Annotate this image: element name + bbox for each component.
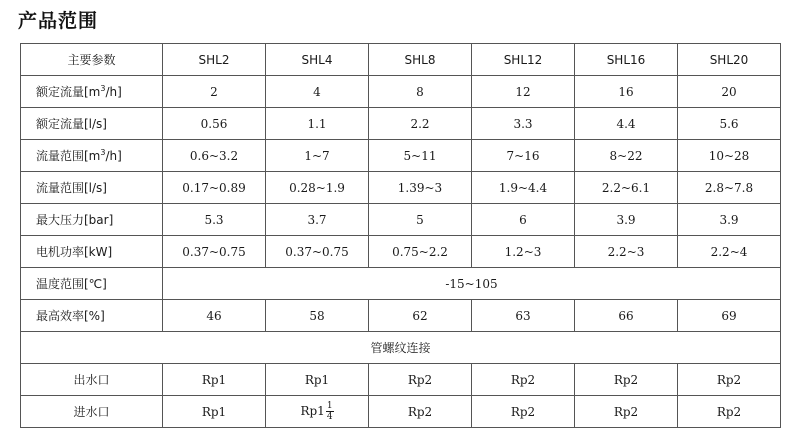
table-cell: 2.2: [369, 108, 472, 140]
table-cell: 2.2~6.1: [575, 172, 678, 204]
table-row: [21, 300, 781, 332]
row-label: 最高效率[%]: [21, 300, 163, 332]
table-cell: 4: [266, 76, 369, 108]
inlet-label: 进水口: [21, 396, 163, 428]
table-cell: 58: [266, 300, 369, 332]
table-cell: 0.17~0.89: [163, 172, 266, 204]
cell-text: Rp2: [716, 404, 742, 419]
table-cell: 5~11: [369, 140, 472, 172]
model-header: SHL2: [163, 44, 266, 76]
connection-header: 管螺纹连接: [21, 332, 781, 364]
table-cell: 1.2~3: [472, 236, 575, 268]
table-cell: 2.8~7.8: [678, 172, 781, 204]
table-cell: Rp2: [575, 364, 678, 396]
table-cell: 10~28: [678, 140, 781, 172]
table-cell: 16: [575, 76, 678, 108]
table-cell: 0.28~1.9: [266, 172, 369, 204]
table-cell: 1.1: [266, 108, 369, 140]
table-cell: 1~7: [266, 140, 369, 172]
table-cell: 5.3: [163, 204, 266, 236]
table-cell: 8: [369, 76, 472, 108]
table-cell: 63: [472, 300, 575, 332]
model-header: SHL8: [369, 44, 472, 76]
table-cell: [678, 396, 781, 428]
table-cell: 7~16: [472, 140, 575, 172]
table-cell: 2.2~3: [575, 236, 678, 268]
row-label: [21, 140, 163, 172]
table-cell: 1.39~3: [369, 172, 472, 204]
header-row: [21, 44, 781, 76]
inlet-row: [21, 396, 781, 428]
row-label-superscript: 3: [100, 148, 106, 157]
row-label: 流量范围[l/s]: [21, 172, 163, 204]
fraction-numerator: 1: [326, 401, 333, 411]
table-row: [21, 236, 781, 268]
table-cell: 2: [163, 76, 266, 108]
cell-text: Rp2: [510, 404, 536, 419]
table-cell: [472, 396, 575, 428]
model-header: SHL4: [266, 44, 369, 76]
table-cell: Rp1: [266, 364, 369, 396]
model-header: SHL16: [575, 44, 678, 76]
table-row: [21, 108, 781, 140]
header-label: 主要参数: [21, 44, 163, 76]
table-cell: 3.9: [678, 204, 781, 236]
row-label: 最大压力[bar]: [21, 204, 163, 236]
table-cell: 62: [369, 300, 472, 332]
cell-text: Rp2: [613, 404, 639, 419]
table-cell: 69: [678, 300, 781, 332]
cell-text: Rp2: [407, 404, 433, 419]
table-cell: [266, 396, 369, 428]
table-cell: 2.2~4: [678, 236, 781, 268]
product-range-table: [20, 43, 781, 428]
connection-header-row: [21, 332, 781, 364]
table-row: [21, 268, 781, 300]
table-cell: 3.7: [266, 204, 369, 236]
table-cell: 5.6: [678, 108, 781, 140]
table-row: [21, 76, 781, 108]
table-cell: 8~22: [575, 140, 678, 172]
table-cell: 5: [369, 204, 472, 236]
table-row: [21, 172, 781, 204]
row-label-superscript: 3: [100, 84, 106, 93]
table-cell: 0.56: [163, 108, 266, 140]
table-cell: 0.75~2.2: [369, 236, 472, 268]
table-cell: Rp2: [472, 364, 575, 396]
table-cell: 6: [472, 204, 575, 236]
table-cell: 12: [472, 76, 575, 108]
row-label: 温度范围[℃]: [21, 268, 163, 300]
table-cell: -15~105: [163, 268, 781, 300]
row-label: [21, 76, 163, 108]
table-cell: [575, 396, 678, 428]
fraction: [326, 401, 334, 422]
row-label: 额定流量[l/s]: [21, 108, 163, 140]
row-label-text: /h]: [105, 85, 122, 99]
model-header: SHL12: [472, 44, 575, 76]
table-cell: 46: [163, 300, 266, 332]
row-label-text: /h]: [105, 149, 122, 163]
table-cell: [163, 396, 266, 428]
table-cell: 3.9: [575, 204, 678, 236]
table-cell: [369, 396, 472, 428]
table-row: [21, 140, 781, 172]
table-cell: 4.4: [575, 108, 678, 140]
table-cell: 0.37~0.75: [163, 236, 266, 268]
row-label: 电机功率[kW]: [21, 236, 163, 268]
table-cell: Rp2: [678, 364, 781, 396]
table-cell: 66: [575, 300, 678, 332]
fraction-denominator: 4: [326, 412, 333, 422]
cell-text: Rp1: [201, 404, 227, 419]
outlet-label: 出水口: [21, 364, 163, 396]
page-title: 产品范围: [18, 10, 99, 32]
model-header: SHL20: [678, 44, 781, 76]
cell-text: Rp1: [300, 404, 325, 418]
table-cell: Rp1: [163, 364, 266, 396]
table-cell: 0.37~0.75: [266, 236, 369, 268]
outlet-row: [21, 364, 781, 396]
table-row: [21, 204, 781, 236]
table-cell: 0.6~3.2: [163, 140, 266, 172]
row-label-text: 额定流量[m: [36, 85, 101, 99]
table-cell: 1.9~4.4: [472, 172, 575, 204]
table-cell: 3.3: [472, 108, 575, 140]
table-cell: Rp2: [369, 364, 472, 396]
table-cell: 20: [678, 76, 781, 108]
row-label-text: 流量范围[m: [36, 149, 101, 163]
